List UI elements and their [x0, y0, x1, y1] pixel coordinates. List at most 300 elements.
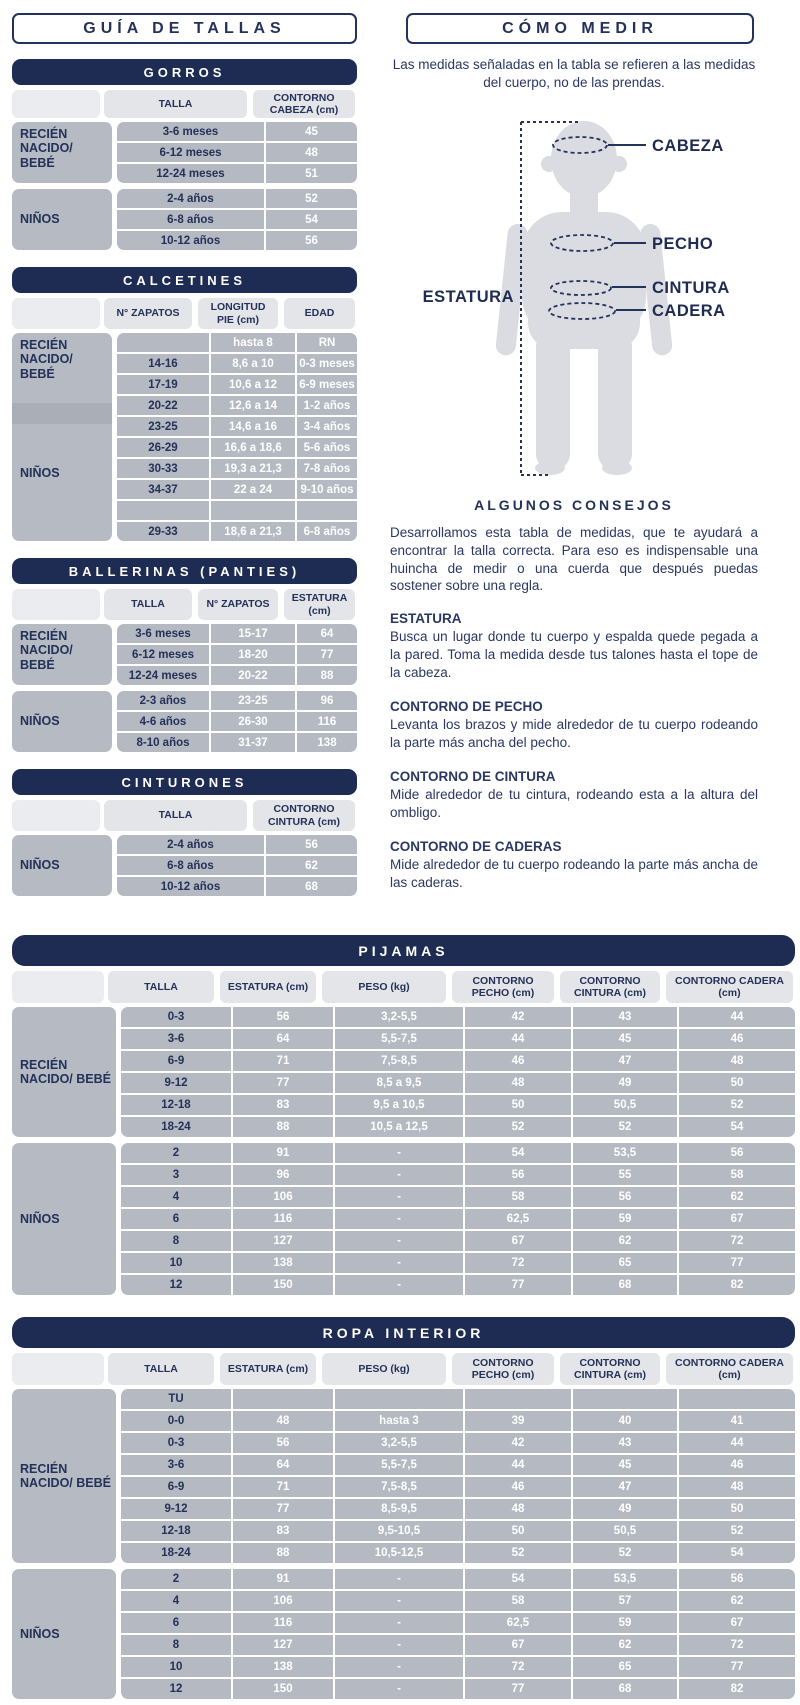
table-cell: 46	[465, 1477, 571, 1497]
table-row	[117, 501, 357, 520]
column-header	[664, 971, 795, 1003]
left-column	[12, 13, 357, 913]
table-cell: 8,5 a 9,5	[335, 1073, 463, 1093]
table-cell: 0-3	[121, 1007, 231, 1027]
column-header-label: N° ZAPATOS	[198, 589, 278, 620]
column-header	[102, 800, 249, 831]
table-cell: 45	[573, 1029, 677, 1049]
table-cell: 17-19	[117, 375, 209, 394]
table-row	[117, 480, 357, 499]
table-cell: -	[335, 1231, 463, 1251]
header-spacer-chip	[12, 298, 100, 329]
column-header-label: TALLA	[104, 90, 247, 118]
table-row	[121, 1455, 795, 1475]
age-group-label-text: NIÑOS	[20, 858, 60, 873]
table-row	[117, 691, 357, 710]
how-to-measure-column	[390, 13, 758, 913]
table-cell: 6-8 años	[297, 522, 357, 541]
table-cell	[465, 1389, 571, 1409]
table-cell: 48	[266, 143, 357, 162]
table-cell: 88	[233, 1117, 333, 1137]
table-cell: 62	[573, 1231, 677, 1251]
table-cell: 6-9 meses	[297, 375, 357, 394]
table-cell: 68	[266, 877, 357, 896]
section-title-bar: ROPA INTERIOR	[12, 1317, 795, 1348]
table-cell: 12	[121, 1679, 231, 1699]
table-rows-block	[117, 691, 357, 752]
table-cell: 52	[679, 1521, 795, 1541]
table-cell: 3-6	[121, 1029, 231, 1049]
top-columns	[0, 13, 800, 913]
table-cell: 72	[679, 1635, 795, 1655]
header-spacer-chip	[12, 90, 100, 118]
age-group-label	[12, 835, 112, 896]
body-measurement-diagram	[416, 102, 772, 478]
header-spacer-chip	[12, 589, 100, 620]
table-cell: 30-33	[117, 459, 209, 478]
table-cell: 64	[297, 624, 357, 643]
section-title: CONTORNO DE PECHO	[390, 699, 543, 715]
table-cell: 52	[573, 1543, 677, 1563]
table-cell: 10,6 a 12	[211, 375, 295, 394]
table-cell: 22 a 24	[211, 480, 295, 499]
table-row	[117, 354, 357, 373]
table-row	[121, 1095, 795, 1115]
section-title-bar: CALCETINES	[12, 267, 357, 293]
group-divider-band	[12, 403, 112, 424]
table-cell: 29-33	[117, 522, 209, 541]
table-row	[121, 1073, 795, 1093]
table-rows-block	[121, 1389, 795, 1563]
table-cell: 64	[233, 1455, 333, 1475]
table-cell: 3,2-5,5	[335, 1433, 463, 1453]
table-row	[117, 856, 357, 875]
column-header	[450, 971, 556, 1003]
table-cell: 23-25	[211, 691, 295, 710]
table-row	[121, 1591, 795, 1611]
column-header-label: TALLA	[108, 1353, 214, 1385]
table-cell: 53,5	[573, 1143, 677, 1163]
table-cell: RN	[297, 333, 357, 352]
table-cell: 46	[679, 1029, 795, 1049]
table-cell: 6-9	[121, 1477, 231, 1497]
column-header	[282, 298, 357, 329]
table-cell: 64	[233, 1029, 333, 1049]
table-cell: 88	[233, 1543, 333, 1563]
table-cell: 50	[679, 1073, 795, 1093]
table-cell: 42	[465, 1007, 571, 1027]
age-group-label-text: RECIÉN NACIDO/ BEBÉ	[20, 629, 73, 672]
table-cell: 6-12 meses	[117, 143, 264, 162]
age-group-label	[12, 333, 112, 541]
table-cell: 67	[465, 1231, 571, 1251]
table-row	[121, 1051, 795, 1071]
table-cell	[233, 1389, 333, 1409]
table-row	[121, 1477, 795, 1497]
age-group-label-text: NIÑOS	[20, 466, 60, 480]
table-cell: 6-8 años	[117, 210, 264, 229]
table-cell: 56	[573, 1187, 677, 1207]
column-header	[320, 971, 448, 1003]
table-cell: 62	[679, 1187, 795, 1207]
section-text: Mide alrededor de tu cuerpo rodeando la parte más ancha de las caderas.	[390, 857, 758, 891]
table-cell	[573, 1389, 677, 1409]
table-cell: 77	[233, 1499, 333, 1519]
ropa-interior-table	[12, 1317, 795, 1699]
table-group	[12, 691, 357, 752]
age-group-label-text: RECIÉN NACIDO/ BEBÉ	[20, 1461, 111, 1490]
table-cell: 58	[465, 1187, 571, 1207]
table-cell: 56	[266, 835, 357, 854]
table-cell: 47	[573, 1051, 677, 1071]
table-cell: 77	[679, 1657, 795, 1677]
table-cell: 12-18	[121, 1095, 231, 1115]
column-header-label: CONTORNO CADERA (cm)	[666, 971, 793, 1003]
header-spacer-cell	[12, 298, 100, 329]
table-cell: 71	[233, 1477, 333, 1497]
table-row	[121, 1569, 795, 1589]
table-cell: 106	[233, 1591, 333, 1611]
table-cell: 59	[573, 1613, 677, 1633]
table-cell: 54	[679, 1117, 795, 1137]
table-cell: 3	[121, 1165, 231, 1185]
header-spacer-chip	[12, 1353, 104, 1385]
table-group	[12, 624, 357, 685]
table-cell: 77	[297, 645, 357, 664]
table-cell: 72	[679, 1231, 795, 1251]
column-header	[664, 1353, 795, 1385]
table-header-row	[12, 90, 357, 118]
table-cell: 10	[121, 1657, 231, 1677]
tips-intro-text: Desarrollamos esta tabla de medidas, que te ayudará a encontrar la talla correcta. Para eso es indispensable una huincha de medir o una cuerda que después puedas sostener sobre una regla.	[390, 524, 758, 594]
table-cell: 88	[297, 666, 357, 685]
header-spacer-chip	[12, 800, 100, 831]
table-cell: 12,6 a 14	[211, 396, 295, 415]
table-cell: 45	[573, 1455, 677, 1475]
column-header	[450, 1353, 556, 1385]
table-cell: 8	[121, 1231, 231, 1251]
age-group-label-text: NIÑOS	[20, 1626, 60, 1641]
age-group-label	[12, 1143, 116, 1295]
column-header-label: CONTORNO CINTURA (cm)	[253, 800, 355, 831]
age-group-label	[12, 1569, 116, 1699]
table-row	[117, 712, 357, 731]
table-cell: 50,5	[573, 1095, 677, 1115]
column-header	[218, 1353, 318, 1385]
table-cell: 138	[297, 733, 357, 752]
table-cell: 54	[679, 1543, 795, 1563]
table-row	[121, 1143, 795, 1163]
column-header-label: CONTORNO CADERA (cm)	[666, 1353, 793, 1385]
table-rows-block	[117, 835, 357, 896]
table-cell: 116	[297, 712, 357, 731]
table-row	[117, 375, 357, 394]
calcetines-table	[12, 267, 357, 541]
table-cell: 8	[121, 1635, 231, 1655]
table-row	[117, 189, 357, 208]
table-cell: 19,3 a 21,3	[211, 459, 295, 478]
column-header-label: LONGITUD PIE (cm)	[198, 298, 278, 329]
pijamas-table	[12, 935, 795, 1295]
table-cell: 62	[573, 1635, 677, 1655]
table-row	[117, 522, 357, 541]
measure-section-caderas	[390, 839, 758, 892]
table-row	[117, 333, 357, 352]
table-group	[12, 1389, 795, 1563]
table-cell: 31-37	[211, 733, 295, 752]
table-cell: -	[335, 1569, 463, 1589]
table-cell: 56	[233, 1007, 333, 1027]
table-row	[121, 1411, 795, 1431]
column-header-label: ESTATURA (cm)	[220, 1353, 316, 1385]
table-row	[117, 164, 357, 183]
table-cell: 9-10 años	[297, 480, 357, 499]
table-row	[117, 645, 357, 664]
table-row	[121, 1679, 795, 1699]
tips-title: ALGUNOS CONSEJOS	[474, 496, 674, 513]
table-header-row	[12, 800, 357, 831]
age-group-label	[12, 691, 112, 752]
table-group	[12, 333, 357, 541]
table-cell: 34-37	[117, 480, 209, 499]
table-cell: 116	[233, 1209, 333, 1229]
table-cell: 44	[679, 1433, 795, 1453]
table-cell: 5,5-7,5	[335, 1029, 463, 1049]
table-cell: 20-22	[117, 396, 209, 415]
table-row	[121, 1499, 795, 1519]
age-group-label	[12, 189, 112, 250]
table-row	[121, 1209, 795, 1229]
column-header	[558, 971, 662, 1003]
header-spacer-cell	[12, 589, 100, 620]
table-cell: 44	[679, 1007, 795, 1027]
table-row	[117, 733, 357, 752]
column-header-label: CONTORNO CABEZA (cm)	[253, 90, 355, 118]
table-group	[12, 1143, 795, 1295]
table-row	[121, 1657, 795, 1677]
table-cell: 58	[465, 1591, 571, 1611]
cadera-label: CADERA	[652, 301, 726, 320]
ballerinas-table	[12, 558, 357, 752]
table-cell: 43	[573, 1007, 677, 1027]
table-cell: 9,5 a 10,5	[335, 1095, 463, 1115]
column-header-label: CONTORNO CINTURA (cm)	[560, 1353, 660, 1385]
table-cell: 50	[465, 1095, 571, 1115]
age-group-label-text: NIÑOS	[20, 1211, 60, 1226]
table-cell: 68	[573, 1275, 677, 1295]
table-row	[117, 877, 357, 896]
table-cell: 2	[121, 1143, 231, 1163]
column-header-label: TALLA	[104, 589, 192, 620]
table-row	[117, 459, 357, 478]
table-row	[121, 1117, 795, 1137]
table-cell: 10	[121, 1253, 231, 1273]
table-cell: 62	[266, 856, 357, 875]
table-cell: 150	[233, 1275, 333, 1295]
measure-section-pecho	[390, 699, 758, 752]
cintura-label: CINTURA	[652, 278, 730, 297]
column-header	[218, 971, 318, 1003]
table-cell: 127	[233, 1231, 333, 1251]
table-cell: 3,2-5,5	[335, 1007, 463, 1027]
table-cell: -	[335, 1275, 463, 1295]
column-header	[102, 298, 194, 329]
table-cell: 7-8 años	[297, 459, 357, 478]
table-cell: 0-3 meses	[297, 354, 357, 373]
table-cell: 65	[573, 1253, 677, 1273]
table-cell: 8,6 a 10	[211, 354, 295, 373]
section-title: CONTORNO DE CINTURA	[390, 769, 556, 785]
section-title-bar: GORROS	[12, 59, 357, 85]
table-row	[121, 1187, 795, 1207]
table-cell: 7,5-8,5	[335, 1477, 463, 1497]
table-row	[117, 835, 357, 854]
table-cell: 83	[233, 1095, 333, 1115]
table-cell: 46	[679, 1455, 795, 1475]
table-cell: 2-3 años	[117, 691, 209, 710]
table-cell: 9-12	[121, 1073, 231, 1093]
table-cell: 68	[573, 1679, 677, 1699]
cinturones-table	[12, 769, 357, 896]
table-cell: 77	[465, 1679, 571, 1699]
column-header	[251, 90, 357, 118]
column-header	[102, 90, 249, 118]
table-cell: 116	[233, 1613, 333, 1633]
table-cell: 4	[121, 1187, 231, 1207]
table-cell: 82	[679, 1275, 795, 1295]
table-cell: hasta 3	[335, 1411, 463, 1431]
table-cell	[297, 501, 357, 520]
estatura-label: ESTATURA	[422, 287, 514, 306]
table-cell: -	[335, 1165, 463, 1185]
column-header	[320, 1353, 448, 1385]
table-cell: 52	[465, 1543, 571, 1563]
table-cell: 18,6 a 21,3	[211, 522, 295, 541]
section-text: Busca un lugar donde tu cuerpo y espalda quede pegada a la pared. Toma la medida desde tus talones hasta el tope de la cabeza.	[390, 629, 758, 681]
table-row	[121, 1389, 795, 1409]
table-cell: 150	[233, 1679, 333, 1699]
table-cell: 0-0	[121, 1411, 231, 1431]
table-cell: 2-4 años	[117, 835, 264, 854]
table-rows-block	[117, 122, 357, 183]
age-group-label-text: RECIÉN NACIDO/ BEBÉ	[20, 1057, 111, 1086]
column-header-label: PESO (kg)	[322, 971, 446, 1003]
table-cell: 77	[465, 1275, 571, 1295]
table-cell: 54	[465, 1569, 571, 1589]
table-cell: 5,5-7,5	[335, 1455, 463, 1475]
table-cell: 20-22	[211, 666, 295, 685]
table-cell: 26-29	[117, 438, 209, 457]
table-cell: 6-12 meses	[117, 645, 209, 664]
header-spacer-cell	[12, 800, 100, 831]
table-cell: 72	[465, 1657, 571, 1677]
table-cell: 67	[679, 1209, 795, 1229]
table-cell: 9-12	[121, 1499, 231, 1519]
table-cell: 52	[465, 1117, 571, 1137]
column-header-label: TALLA	[108, 971, 214, 1003]
section-title-bar: CINTURONES	[12, 769, 357, 795]
table-cell: -	[335, 1143, 463, 1163]
table-group	[12, 835, 357, 896]
table-group	[12, 1007, 795, 1137]
table-cell: 52	[266, 189, 357, 208]
table-cell	[335, 1389, 463, 1409]
table-cell: 8,5-9,5	[335, 1499, 463, 1519]
table-cell: -	[335, 1209, 463, 1229]
table-cell: 6-9	[121, 1051, 231, 1071]
table-cell: 1-2 años	[297, 396, 357, 415]
table-cell: 56	[679, 1569, 795, 1589]
table-cell: 54	[266, 210, 357, 229]
table-header-row	[12, 589, 357, 620]
table-row	[121, 1613, 795, 1633]
table-row	[117, 624, 357, 643]
table-cell: 49	[573, 1073, 677, 1093]
cabeza-label: CABEZA	[652, 136, 724, 155]
column-header-label: N° ZAPATOS	[104, 298, 192, 329]
table-cell: 18-20	[211, 645, 295, 664]
table-row	[121, 1275, 795, 1295]
table-cell: 53,5	[573, 1569, 677, 1589]
table-cell: 0-3	[121, 1433, 231, 1453]
table-cell: 3-6	[121, 1455, 231, 1475]
column-header-label: CONTORNO CINTURA (cm)	[560, 971, 660, 1003]
table-row	[117, 666, 357, 685]
table-cell: 83	[233, 1521, 333, 1541]
table-cell: 138	[233, 1657, 333, 1677]
table-cell: -	[335, 1591, 463, 1611]
table-cell: 50,5	[573, 1521, 677, 1541]
table-row	[117, 210, 357, 229]
section-text: Mide alrededor de tu cintura, rodeando esta a la altura del ombligo.	[390, 787, 758, 821]
column-header	[106, 1353, 216, 1385]
table-row	[121, 1635, 795, 1655]
table-cell: 14-16	[117, 354, 209, 373]
table-cell: 8-10 años	[117, 733, 209, 752]
table-cell: 48	[233, 1411, 333, 1431]
page-title: GUÍA DE TALLAS	[12, 13, 357, 44]
table-cell: 16,6 a 18,6	[211, 438, 295, 457]
table-cell: TU	[121, 1389, 231, 1409]
table-cell: -	[335, 1679, 463, 1699]
table-cell: 96	[297, 691, 357, 710]
table-cell: 127	[233, 1635, 333, 1655]
table-group	[12, 1569, 795, 1699]
column-header	[196, 589, 280, 620]
table-row	[121, 1521, 795, 1541]
table-cell: 56	[465, 1165, 571, 1185]
table-cell	[211, 501, 295, 520]
table-header-row	[12, 1353, 795, 1385]
table-group	[12, 122, 357, 183]
table-cell: 9,5-10,5	[335, 1521, 463, 1541]
table-rows-block	[117, 189, 357, 250]
table-cell: 6	[121, 1209, 231, 1229]
table-cell	[117, 501, 209, 520]
table-cell: -	[335, 1635, 463, 1655]
table-cell: 106	[233, 1187, 333, 1207]
column-header	[251, 800, 357, 831]
table-cell: 23-25	[117, 417, 209, 436]
table-cell: 55	[573, 1165, 677, 1185]
table-cell: 58	[679, 1165, 795, 1185]
age-group-label-text: NIÑOS	[20, 212, 60, 227]
table-cell	[679, 1389, 795, 1409]
table-cell: 48	[465, 1499, 571, 1519]
table-cell: 43	[573, 1433, 677, 1453]
how-to-measure-title: CÓMO MEDIR	[406, 13, 754, 44]
table-cell: 7,5-8,5	[335, 1051, 463, 1071]
